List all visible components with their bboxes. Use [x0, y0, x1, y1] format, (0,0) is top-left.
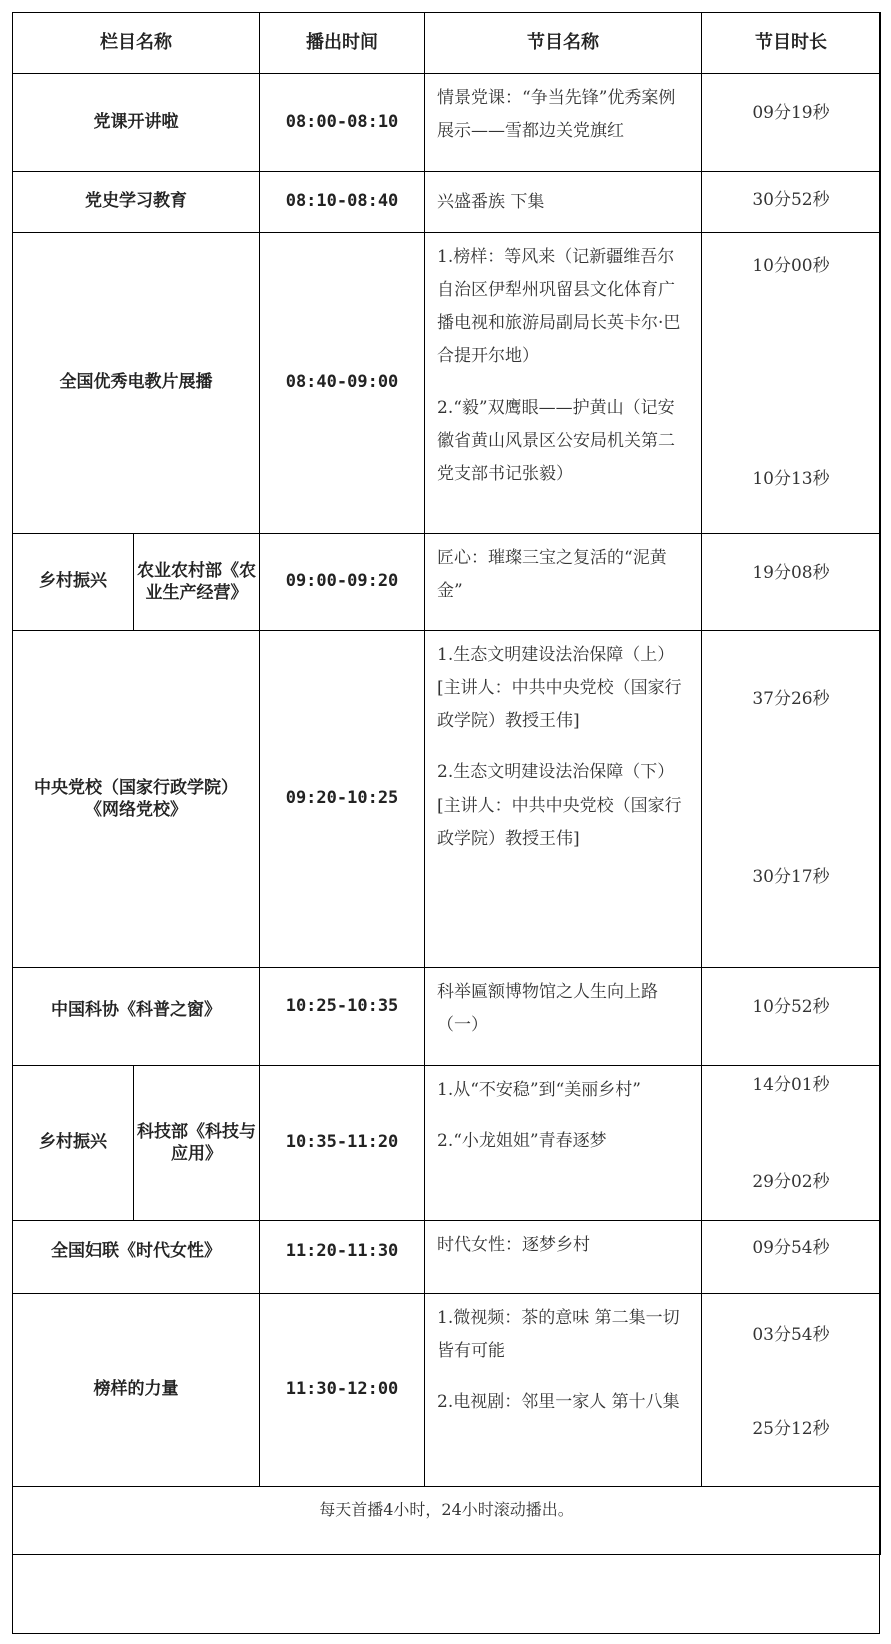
duration-cell	[702, 172, 881, 233]
program-name	[425, 74, 702, 172]
footer-row	[13, 1487, 881, 1555]
duration: 09分54秒	[752, 1238, 830, 1258]
air-time: 08:40-09:00	[260, 233, 425, 534]
air-time: 10:25-10:35	[260, 968, 425, 1066]
air-time: 09:20-10:25	[260, 631, 425, 968]
duration: 10分52秒	[752, 997, 830, 1017]
table-row	[13, 1294, 881, 1487]
duration: 29分02秒	[752, 1172, 830, 1192]
program-item: 2.“毅”双鹰眼——护黄山（记安徽省黄山风景区公安局机关第二党支部书记张毅）	[437, 397, 675, 484]
column-name: 中国科协《科普之窗》	[13, 968, 260, 1066]
program-item: 1.微视频：茶的意味 第二集一切皆有可能	[437, 1308, 680, 1362]
program-item: 1.从“不安稳”到“美丽乡村”	[437, 1080, 641, 1100]
table-row	[13, 631, 881, 968]
program-item: 兴盛番族 下集	[437, 192, 545, 212]
program-item: 1.榜样：等风来（记新疆维吾尔自治区伊犁州巩留县文化体育广播电视和旅游局副局长英卡尔·巴合提开尔地）	[437, 247, 681, 367]
column-name: 中央党校（国家行政学院）《网络党校》	[13, 631, 260, 968]
duration: 25分12秒	[752, 1419, 830, 1439]
program-item: 匠心：璀璨三宝之复活的“泥黄金”	[437, 548, 667, 602]
table-row	[13, 233, 881, 534]
table-row	[13, 1221, 881, 1294]
program-item: 2.生态文明建设法治保障（下）[主讲人：中共中央党校（国家行政学院）教授王伟]	[437, 762, 682, 849]
program-item: 科举匾额博物馆之人生向上路（一）	[437, 982, 658, 1036]
duration-cell	[702, 968, 881, 1066]
column-name: 党课开讲啦	[13, 74, 260, 172]
program-name	[425, 1066, 702, 1221]
duration: 37分26秒	[752, 689, 830, 709]
duration: 30分17秒	[752, 867, 830, 887]
duration-cell	[702, 631, 881, 968]
program-item: 情景党课：“争当先锋”优秀案例展示——雪都边关党旗红	[437, 88, 676, 142]
table-row	[13, 172, 881, 233]
duration-cell	[702, 74, 881, 172]
program-item: 时代女性：逐梦乡村	[437, 1235, 590, 1255]
header-column-name: 栏目名称	[13, 13, 260, 74]
program-name	[425, 172, 702, 233]
program-name	[425, 631, 702, 968]
sub-column-name: 科技部《科技与应用》	[134, 1066, 260, 1221]
program-name	[425, 233, 702, 534]
table-row	[13, 968, 881, 1066]
column-name: 乡村振兴	[13, 534, 134, 631]
column-name: 全国优秀电教片展播	[13, 233, 260, 534]
column-name: 榜样的力量	[13, 1294, 260, 1487]
header-duration: 节目时长	[702, 13, 881, 74]
duration-cell	[702, 1294, 881, 1487]
air-time: 11:20-11:30	[260, 1221, 425, 1294]
program-name	[425, 968, 702, 1066]
table-row	[13, 1066, 881, 1221]
header-row	[13, 13, 881, 74]
program-name	[425, 534, 702, 631]
program-name	[425, 1221, 702, 1294]
duration: 30分52秒	[752, 190, 830, 210]
duration-cell	[702, 1066, 881, 1221]
duration-cell	[702, 534, 881, 631]
duration: 10分00秒	[752, 256, 830, 276]
air-time: 08:10-08:40	[260, 172, 425, 233]
schedule-table	[12, 12, 881, 1555]
program-name	[425, 1294, 702, 1487]
program-item: 2.电视剧：邻里一家人 第十八集	[437, 1392, 680, 1413]
air-time: 09:00-09:20	[260, 534, 425, 631]
table-row	[13, 74, 881, 172]
air-time: 10:35-11:20	[260, 1066, 425, 1221]
duration: 09分19秒	[752, 103, 830, 123]
duration-cell	[702, 233, 881, 534]
program-item: 2.“小龙姐姐”青春逐梦	[437, 1131, 607, 1152]
column-name: 全国妇联《时代女性》	[13, 1221, 260, 1294]
header-air-time: 播出时间	[260, 13, 425, 74]
footer-note: 每天首播4小时，24小时滚动播出。	[13, 1487, 881, 1555]
duration: 03分54秒	[752, 1325, 830, 1345]
column-name: 党史学习教育	[13, 172, 260, 233]
duration: 10分13秒	[752, 469, 830, 489]
sub-column-name: 农业农村部《农业生产经营》	[134, 534, 260, 631]
duration-cell	[702, 1221, 881, 1294]
program-item: 1.生态文明建设法治保障（上）[主讲人：中共中央党校（国家行政学院）教授王伟]	[437, 645, 682, 732]
duration: 19分08秒	[752, 563, 830, 583]
header-program-name: 节目名称	[425, 13, 702, 74]
column-name: 乡村振兴	[13, 1066, 134, 1221]
table-row	[13, 534, 881, 631]
air-time: 08:00-08:10	[260, 74, 425, 172]
air-time: 11:30-12:00	[260, 1294, 425, 1487]
duration: 14分01秒	[752, 1075, 830, 1095]
